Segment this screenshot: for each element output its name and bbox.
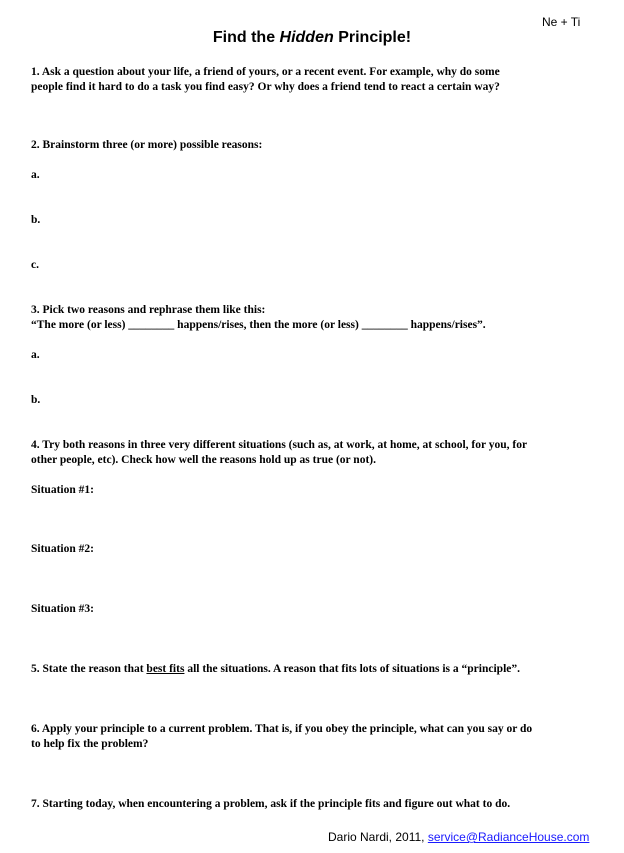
page-tag: Ne + Ti: [542, 15, 581, 29]
footer-author: Dario Nardi, 2011,: [328, 830, 428, 844]
title-suffix: Principle!: [333, 29, 412, 46]
q6-line-2: to help fix the problem?: [31, 738, 149, 750]
q2-item-b: b.: [31, 214, 41, 226]
q2-item-a: a.: [31, 169, 40, 181]
title-emphasis: Hidden: [279, 29, 334, 46]
q3-line-2: “The more (or less) ________ happens/rises, then the more (or less) ________ happens/rises”.: [31, 319, 486, 331]
q1-line-1: 1. Ask a question about your life, a friend of yours, or a recent event. For example, why do some: [31, 66, 500, 78]
page-title: [0, 29, 624, 47]
q4-line-2: other people, etc). Check how well the reasons hold up as true (or not).: [31, 454, 376, 466]
q4-situation-1: Situation #1:: [31, 484, 94, 496]
q3-item-b: b.: [31, 394, 41, 406]
q3-item-a: a.: [31, 349, 40, 361]
title-prefix: Find the: [212, 29, 280, 46]
q3-line-1: 3. Pick two reasons and rephrase them like this:: [31, 304, 266, 316]
footer-credit: [328, 830, 589, 844]
q4-line-1: 4. Try both reasons in three very different situations (such as, at work, at home, at school, for you, for: [31, 439, 528, 451]
q5-text: [31, 661, 591, 677]
q5-underlined: best fits: [146, 663, 185, 675]
q1-line-2: people find it hard to do a task you find easy? Or why does a friend tend to react a certain way?: [31, 81, 500, 93]
q7-text: 7. Starting today, when encountering a problem, ask if the principle fits and figure out what to do.: [31, 798, 511, 810]
q4-situation-2: Situation #2:: [31, 543, 94, 555]
q6-line-1: 6. Apply your principle to a current problem. That is, if you obey the principle, what can you say or do: [31, 723, 533, 735]
q5-prefix: 5. State the reason that: [31, 663, 147, 675]
q2-prompt: 2. Brainstorm three (or more) possible reasons:: [31, 139, 263, 151]
q2-item-c: c.: [31, 259, 39, 271]
footer-email-link[interactable]: service@RadianceHouse.com: [427, 830, 590, 844]
q5-suffix: all the situations. A reason that fits lots of situations is a “principle”.: [184, 663, 520, 675]
q4-situation-3: Situation #3:: [31, 603, 94, 615]
